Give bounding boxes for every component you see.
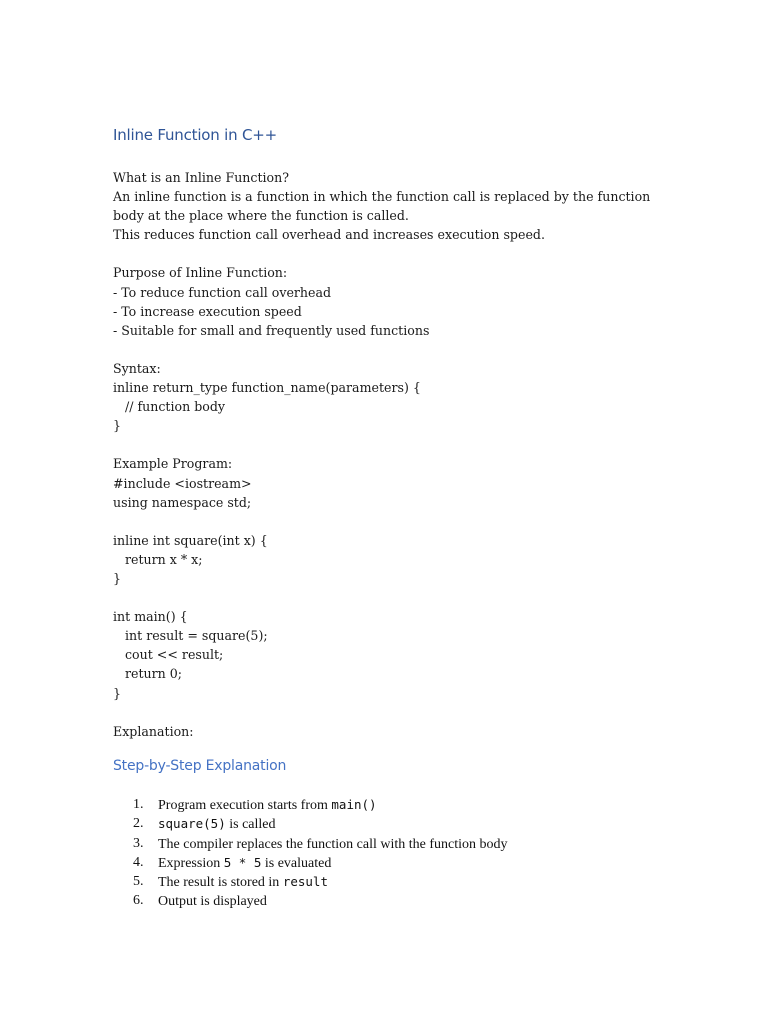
list-item-text: Expression <box>158 855 224 871</box>
document-title: Inline Function in C++ <box>113 126 277 144</box>
step-list <box>113 796 673 912</box>
list-item-text: The result is stored in <box>158 875 283 891</box>
code-line: int main() { <box>113 609 188 625</box>
list-item-number: 4. <box>133 854 144 870</box>
list-item-text: The compiler replaces the function call with the function body <box>158 836 508 852</box>
syntax-line: // function body <box>125 399 226 415</box>
purpose-heading: Purpose of Inline Function: <box>113 265 288 281</box>
code-line: } <box>113 570 122 586</box>
list-item-text: Output is displayed <box>158 894 267 910</box>
list-item <box>113 854 673 873</box>
code-line: int result = square(5); <box>125 628 268 644</box>
code-line: return 0; <box>125 666 183 682</box>
code-line: cout << result; <box>125 647 224 663</box>
inline-code: main() <box>331 797 377 812</box>
list-item <box>113 892 673 911</box>
definition-benefit: This reduces function call overhead and increases execution speed. <box>113 227 545 243</box>
spacer <box>113 435 673 454</box>
inline-code: result <box>282 874 328 890</box>
spacer <box>113 244 673 263</box>
list-item <box>113 835 673 854</box>
code-line: inline int square(int x) { <box>113 532 268 548</box>
spacer <box>113 703 673 722</box>
code-line: } <box>113 685 122 701</box>
list-item-text: is called <box>225 817 276 833</box>
list-item-number: 5. <box>133 874 144 890</box>
question-what-is-inline: What is an Inline Function? <box>113 170 289 185</box>
syntax-heading: Syntax: <box>113 360 161 376</box>
list-item-number: 6. <box>133 893 144 909</box>
list-item-number: 3. <box>133 835 144 851</box>
definition-paragraph: An inline function is a function in which the function call is replaced by the function body at the place where the function is called. <box>113 189 651 224</box>
syntax-line: inline return_type function_name(parameters) { <box>113 380 421 396</box>
example-heading: Example Program: <box>113 456 233 472</box>
code-line: #include <iostream> <box>113 475 252 491</box>
purpose-item: - To increase execution speed <box>113 303 302 319</box>
list-item-number: 1. <box>133 797 144 812</box>
spacer <box>113 512 673 531</box>
spacer <box>113 588 673 607</box>
purpose-item: - Suitable for small and frequently used functions <box>113 322 430 338</box>
code-line: using namespace std; <box>113 494 252 510</box>
list-item <box>113 796 673 815</box>
document-body <box>113 168 673 741</box>
purpose-item: - To reduce function call overhead <box>113 284 332 300</box>
syntax-line: } <box>113 418 122 434</box>
list-item-text: is evaluated <box>261 855 332 871</box>
spacer <box>113 340 673 359</box>
list-item <box>113 815 673 834</box>
inline-code: 5 * 5 <box>223 854 262 870</box>
explanation-heading: Explanation: <box>113 723 194 739</box>
inline-code: square(5) <box>158 816 226 832</box>
list-item <box>113 873 673 892</box>
step-by-step-heading: Step-by-Step Explanation <box>113 758 287 774</box>
list-item-text: Program execution starts from <box>158 798 332 813</box>
list-item-number: 2. <box>133 816 144 832</box>
code-line: return x * x; <box>125 551 203 567</box>
